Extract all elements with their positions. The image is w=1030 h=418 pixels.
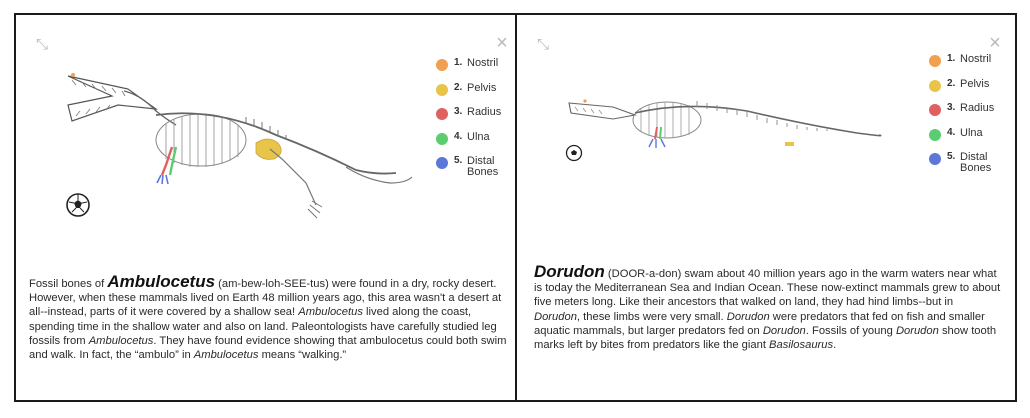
ulna-dot-icon: [929, 129, 941, 141]
nostril-dot-icon: [436, 59, 448, 71]
dorudon-skeleton-illustration: [517, 15, 1017, 265]
dorudon-panel: ⤡ × 1. Nostril 2. Pelvis 3. Radius 4. Ulna 5. Distal Bones Dorudon (DOOR-a-don) swam about 40 million years ago in the warm waters near what is today the Mediterranean Sea and Indian Ocean. These now-extinct mammals grew to about five meters long. Like their ancestors that walked on land, they had hind limbs--but in Dorudon, these limbs were very small. Dorudon were predators that fed on fish and smaller aquatic mammals, but larger predators fed on Dorudon. Fossils of young Dorudon show tooth marks left by bites from predators like the giant Basilosaurus.: [515, 13, 1017, 402]
soccer-ball-icon: [567, 146, 582, 161]
pelvis-dot-icon: [436, 84, 448, 96]
species-name: Dorudon: [534, 262, 605, 281]
dorudon-description: Dorudon (DOOR-a-don) swam about 40 million years ago in the warm waters near what is today the Mediterranean Sea and Indian Ocean. These now-extinct mammals grew to about five meters long. Like their ancestors that walked on land, they had hind limbs--but in Dorudon, these limbs were very small. Dorudon were predators that fed on fish and smaller aquatic mammals, but larger predators fed on Dorudon. Fossils of young Dorudon show tooth marks left by bites from predators like the giant Basilosaurus.: [534, 262, 1001, 352]
expand-arrows-icon[interactable]: ⤡: [537, 36, 550, 53]
pelvis-dot-icon: [929, 80, 941, 92]
close-x-icon[interactable]: ×: [989, 32, 1001, 54]
ambulocetus-panel: ⤡ × 1. Nostril 2. Pelvis 3. Radius 4. Ulna 5. Distal Bones Fossil bones of Ambulocetus (am-bew-loh-SEE-tus) were found in a dry, rocky desert. However, when these mammals lived on Earth 48 million years ago, this area wasn't a desert at all--instead, parts of it were covered by a shallow sea! Ambulocetus lived along the coast, spending time in the shallow water and also on land. Paleontologists have carefully studied leg fossils from Ambulocetus. They have found evidence showing that ambulocetus could both swim and walk. In fact, the “ambulo” in Ambulocetus means “walking.”: [14, 13, 518, 402]
distal-bones-dot-icon: [436, 157, 448, 169]
soccer-ball-icon: [67, 194, 89, 216]
ambulocetus-description: Fossil bones of Ambulocetus (am-bew-loh-SEE-tus) were found in a dry, rocky desert. However, when these mammals lived on Earth 48 million years ago, this area wasn't a desert at all--instead, parts of it were covered by a shallow sea! Ambulocetus lived along the coast, spending time in the shallow water and also on land. Paleontologists have carefully studied leg fossils from Ambulocetus. They have found evidence showing that ambulocetus could both swim and walk. In fact, the “ambulo” in Ambulocetus means “walking.”: [29, 272, 507, 362]
expand-arrows-icon[interactable]: ⤡: [36, 36, 49, 53]
radius-dot-icon: [929, 104, 941, 116]
radius-dot-icon: [436, 108, 448, 120]
species-name: Ambulocetus: [107, 272, 216, 291]
ulna-dot-icon: [436, 133, 448, 145]
distal-bones-dot-icon: [929, 153, 941, 165]
nostril-dot-icon: [929, 55, 941, 67]
close-x-icon[interactable]: ×: [496, 32, 508, 54]
